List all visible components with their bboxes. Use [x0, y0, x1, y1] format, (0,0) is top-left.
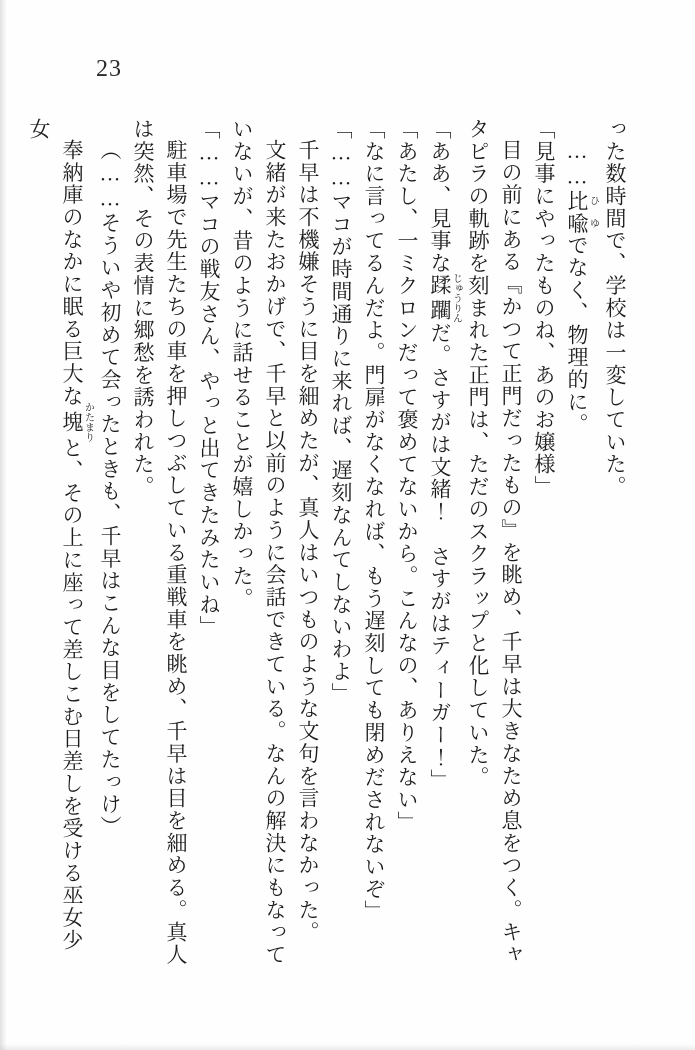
text-run: 「……マコが時間通りに来れば、遅刻なんてしないわよ」 [329, 118, 353, 706]
narration-line [291, 118, 324, 968]
narration-line [560, 118, 598, 968]
text-run: 「見事にやったものね、あのお嬢様」 [532, 118, 556, 498]
text-run: でなく、物理的に。 [565, 234, 589, 436]
inner-thought-line [93, 118, 126, 968]
dialogue-line [390, 118, 423, 968]
narration-continued-line [598, 118, 631, 968]
text-run: （……そういや初めて会ったときも、千早はこんな目をしてたっけ） [98, 139, 122, 838]
text-run: 「あたし、一ミクロンだって褒めてないから。こんなの、ありえない」 [395, 118, 419, 834]
furigana: かたまり [82, 402, 94, 443]
text-run: 「ああ、見事な [428, 118, 452, 275]
text-run: だ。さすがは文緒！ さすがはティーガー！」 [428, 321, 452, 792]
dialogue-line [357, 118, 390, 968]
dialogue-line [192, 118, 225, 968]
text-run: と、その上に座って差しこむ日差しを受ける巫女少女 [27, 118, 84, 952]
narration-line [225, 118, 291, 968]
text-run: 駐車場で先生たちの車を押しつぶしている重戦車を眺め、千早は目を細める。真人は突然、その表情に郷愁を誘われた。 [131, 118, 188, 966]
text-run: 「……マコの戦友さん、やっと出てきたみたいね」 [197, 118, 221, 639]
ruby-annotated-word: 比喩ひゆ [565, 189, 599, 235]
ruby-annotated-word: 塊かたまり [60, 402, 94, 443]
dialogue-line [423, 118, 461, 968]
text-run: 目の前にある『かつて正門だったもの』を眺め、千早は大きなため息をつく。キャタピラの軌跡を刻まれた正門は、ただのスクラップと化していた。 [466, 118, 523, 966]
narration-line [461, 118, 527, 968]
narration-line [22, 118, 93, 968]
scan-edge-shading-bottom [0, 1044, 695, 1050]
narration-line [126, 118, 192, 968]
furigana: ひゆ [587, 189, 599, 235]
text-run: …… [565, 139, 589, 190]
text-block [27, 118, 631, 968]
text-run: 奉納庫のなかに眠る巨大な [60, 139, 84, 408]
scan-edge-shading-left [0, 0, 7, 1050]
ruby-annotated-word: 蹂躙じゅうりん [428, 273, 462, 324]
dialogue-line [324, 118, 357, 968]
text-run: 文緒が来たおかげで、千早と以前のように会話できている。なんの解決にもなっていないが、昔のように話せることが嬉しかった。 [230, 118, 287, 966]
page-number: 23 [96, 56, 122, 82]
text-run: 「なに言ってるんだよ。門扉がなくなれば、もう遅刻しても閉めだされないぞ」 [362, 118, 386, 923]
furigana: じゅうりん [450, 273, 462, 324]
text-run: 千早は不機嫌そうに目を細めたが、真人はいつものような文句を言わなかった。 [296, 139, 320, 944]
dialogue-line [527, 118, 560, 968]
text-run: った数時間で、学校は一変していた。 [603, 118, 627, 498]
